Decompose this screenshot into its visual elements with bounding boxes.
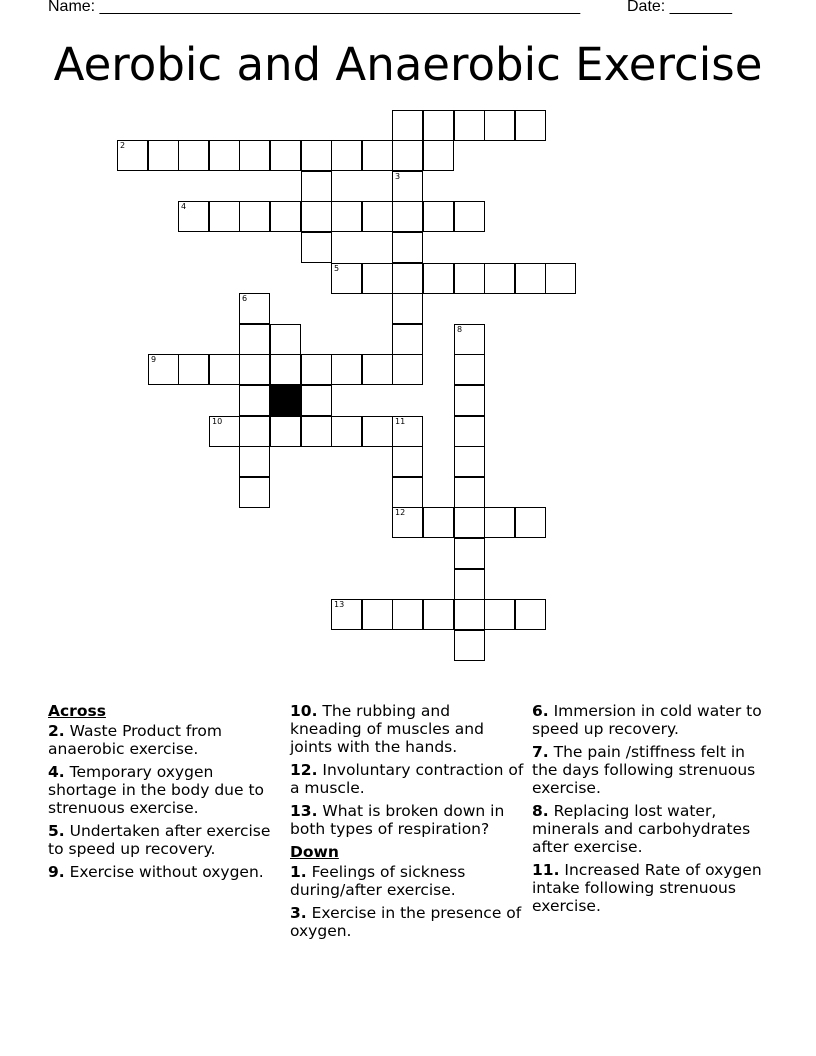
crossword-cell[interactable] (209, 201, 240, 232)
crossword-cell[interactable] (454, 477, 485, 508)
clue-number-label: 3 (395, 172, 401, 181)
crossword-cell[interactable] (362, 263, 393, 294)
crossword-cell[interactable] (301, 354, 332, 385)
crossword-cell[interactable] (270, 416, 301, 447)
crossword-cell[interactable] (454, 324, 485, 355)
crossword-cell[interactable] (423, 263, 454, 294)
crossword-cell[interactable] (362, 140, 393, 171)
clue-text: Temporary oxygen shortage in the body due to strenuous exercise. (48, 763, 265, 817)
crossword-cell[interactable] (454, 201, 485, 232)
crossword-cell[interactable] (301, 232, 332, 263)
clue-number-label: 10 (212, 417, 223, 426)
clue-across-12 (290, 761, 526, 797)
crossword-cell[interactable] (270, 140, 301, 171)
clue-down-1 (290, 863, 526, 899)
clue-across-5 (48, 822, 284, 858)
crossword-cell[interactable] (178, 354, 209, 385)
clue-text: Replacing lost water, minerals and carbohydrates after exercise. (532, 802, 751, 856)
clue-number-label: 6 (242, 294, 248, 303)
crossword-cell[interactable] (148, 140, 179, 171)
crossword-cell[interactable] (454, 538, 485, 569)
clue-text: Exercise without oxygen. (64, 863, 264, 881)
clue-down-8 (532, 802, 768, 856)
crossword-cell[interactable] (392, 201, 423, 232)
crossword-cell[interactable] (392, 446, 423, 477)
crossword-cell[interactable] (209, 416, 240, 447)
clue-number: 11. (532, 861, 560, 879)
crossword-cell[interactable] (239, 446, 270, 477)
crossword-cell[interactable] (362, 599, 393, 630)
crossword-cell[interactable] (423, 110, 454, 141)
clue-number: 10. (290, 702, 318, 720)
crossword-cell[interactable] (515, 110, 546, 141)
crossword-cell[interactable] (331, 416, 362, 447)
clue-number-label: 8 (457, 325, 463, 334)
crossword-cell[interactable] (392, 232, 423, 263)
crossword-cell[interactable] (392, 354, 423, 385)
clue-across-10 (290, 702, 526, 756)
clue-across-4 (48, 763, 284, 817)
crossword-cell[interactable] (117, 140, 148, 171)
crossword-cell[interactable] (392, 477, 423, 508)
crossword-cell[interactable] (392, 293, 423, 324)
crossword-cell[interactable] (392, 110, 423, 141)
crossword-cell[interactable] (362, 416, 393, 447)
crossword-cell[interactable] (331, 354, 362, 385)
crossword-cell[interactable] (239, 385, 270, 416)
clue-number: 3. (290, 904, 307, 922)
crossword-cell[interactable] (209, 354, 240, 385)
crossword-cell[interactable] (362, 201, 393, 232)
crossword-cell[interactable] (454, 507, 485, 538)
crossword-cell[interactable] (270, 354, 301, 385)
clue-text: Increased Rate of oxygen intake following strenuous exercise. (532, 861, 762, 915)
clue-number-label: 11 (395, 417, 406, 426)
clue-down-3 (290, 904, 526, 940)
crossword-cell[interactable] (454, 263, 485, 294)
crossword-cell[interactable] (239, 416, 270, 447)
clue-down-6 (532, 702, 768, 738)
clue-number: 1. (290, 863, 307, 881)
clue-number: 9. (48, 863, 65, 881)
crossword-cell[interactable] (239, 477, 270, 508)
crossword-cell[interactable] (239, 324, 270, 355)
clue-number-label: 2 (120, 141, 126, 150)
crossword-cell[interactable] (239, 140, 270, 171)
crossword-cell[interactable] (392, 599, 423, 630)
clue-number: 2. (48, 722, 65, 740)
crossword-cell[interactable] (515, 599, 546, 630)
clues-column-1 (48, 702, 284, 886)
black-square (270, 385, 301, 416)
crossword-cell[interactable] (392, 416, 423, 447)
crossword-cell[interactable] (423, 599, 454, 630)
clue-text: What is broken down in both types of respiration? (290, 802, 505, 838)
clue-text: Feelings of sickness during/after exercise. (290, 863, 466, 899)
clue-text: Undertaken after exercise to speed up recovery. (48, 822, 271, 858)
crossword-cell[interactable] (301, 171, 332, 202)
crossword-cell[interactable] (454, 446, 485, 477)
crossword-cell[interactable] (484, 507, 515, 538)
clue-text: Immersion in cold water to speed up recovery. (532, 702, 762, 738)
crossword-cell[interactable] (331, 599, 362, 630)
clues-column-3 (532, 702, 768, 920)
clue-number: 6. (532, 702, 549, 720)
clue-across-13 (290, 802, 526, 838)
date-field-line: Date: _______ (627, 0, 732, 15)
clue-text: Involuntary contraction of a muscle. (290, 761, 524, 797)
crossword-cell[interactable] (178, 201, 209, 232)
clue-text: Exercise in the presence of oxygen. (290, 904, 522, 940)
clue-number: 5. (48, 822, 65, 840)
clues-column-2 (290, 702, 526, 945)
crossword-cell[interactable] (454, 416, 485, 447)
crossword-cell[interactable] (301, 416, 332, 447)
crossword-cell[interactable] (423, 201, 454, 232)
clue-text: The rubbing and kneading of muscles and joints with the hands. (290, 702, 484, 756)
crossword-cell[interactable] (392, 324, 423, 355)
clue-text: Waste Product from anaerobic exercise. (48, 722, 222, 758)
crossword-cell[interactable] (331, 201, 362, 232)
crossword-cell[interactable] (515, 507, 546, 538)
crossword-cell[interactable] (148, 354, 179, 385)
crossword-cell[interactable] (301, 201, 332, 232)
crossword-cell[interactable] (484, 263, 515, 294)
page-title: Aerobic and Anaerobic Exercise (53, 38, 763, 91)
across-heading: Across (48, 702, 106, 720)
crossword-cell[interactable] (270, 201, 301, 232)
clue-across-2 (48, 722, 284, 758)
down-heading: Down (290, 843, 339, 861)
crossword-cell[interactable] (239, 201, 270, 232)
clue-number: 13. (290, 802, 318, 820)
crossword-cell[interactable] (270, 324, 301, 355)
clue-across-9 (48, 863, 284, 881)
clue-number-label: 5 (334, 264, 340, 273)
crossword-cell[interactable] (331, 140, 362, 171)
crossword-cell[interactable] (454, 110, 485, 141)
clue-number: 7. (532, 743, 549, 761)
crossword-cell[interactable] (454, 354, 485, 385)
crossword-cell[interactable] (423, 507, 454, 538)
clue-number-label: 13 (334, 600, 345, 609)
crossword-cell[interactable] (454, 599, 485, 630)
crossword-cell[interactable] (301, 385, 332, 416)
clue-number: 12. (290, 761, 318, 779)
crossword-cell[interactable] (178, 140, 209, 171)
crossword-cell[interactable] (209, 140, 240, 171)
crossword-cell[interactable] (239, 293, 270, 324)
clue-number: 8. (532, 802, 549, 820)
crossword-cell[interactable] (454, 569, 485, 600)
crossword-cell[interactable] (392, 140, 423, 171)
clue-number-label: 4 (181, 202, 187, 211)
crossword-cell[interactable] (484, 110, 515, 141)
crossword-cell[interactable] (392, 263, 423, 294)
crossword-cell[interactable] (454, 385, 485, 416)
crossword-cell[interactable] (392, 171, 423, 202)
clue-down-11 (532, 861, 768, 915)
crossword-cell[interactable] (515, 263, 546, 294)
crossword-cell[interactable] (362, 354, 393, 385)
crossword-cell[interactable] (301, 140, 332, 171)
crossword-cell[interactable] (239, 354, 270, 385)
crossword-cell[interactable] (545, 263, 576, 294)
crossword-cell[interactable] (454, 630, 485, 661)
crossword-cell[interactable] (484, 599, 515, 630)
crossword-cell[interactable] (423, 140, 454, 171)
clue-number-label: 12 (395, 508, 406, 517)
name-field-line: Name: ______________________________________________________ (48, 0, 581, 15)
clue-down-7 (532, 743, 768, 797)
clue-number-label: 9 (151, 355, 157, 364)
clue-text: The pain /stiffness felt in the days following strenuous exercise. (532, 743, 756, 797)
crossword-cell[interactable] (392, 507, 423, 538)
clue-number: 4. (48, 763, 65, 781)
crossword-cell[interactable] (331, 263, 362, 294)
